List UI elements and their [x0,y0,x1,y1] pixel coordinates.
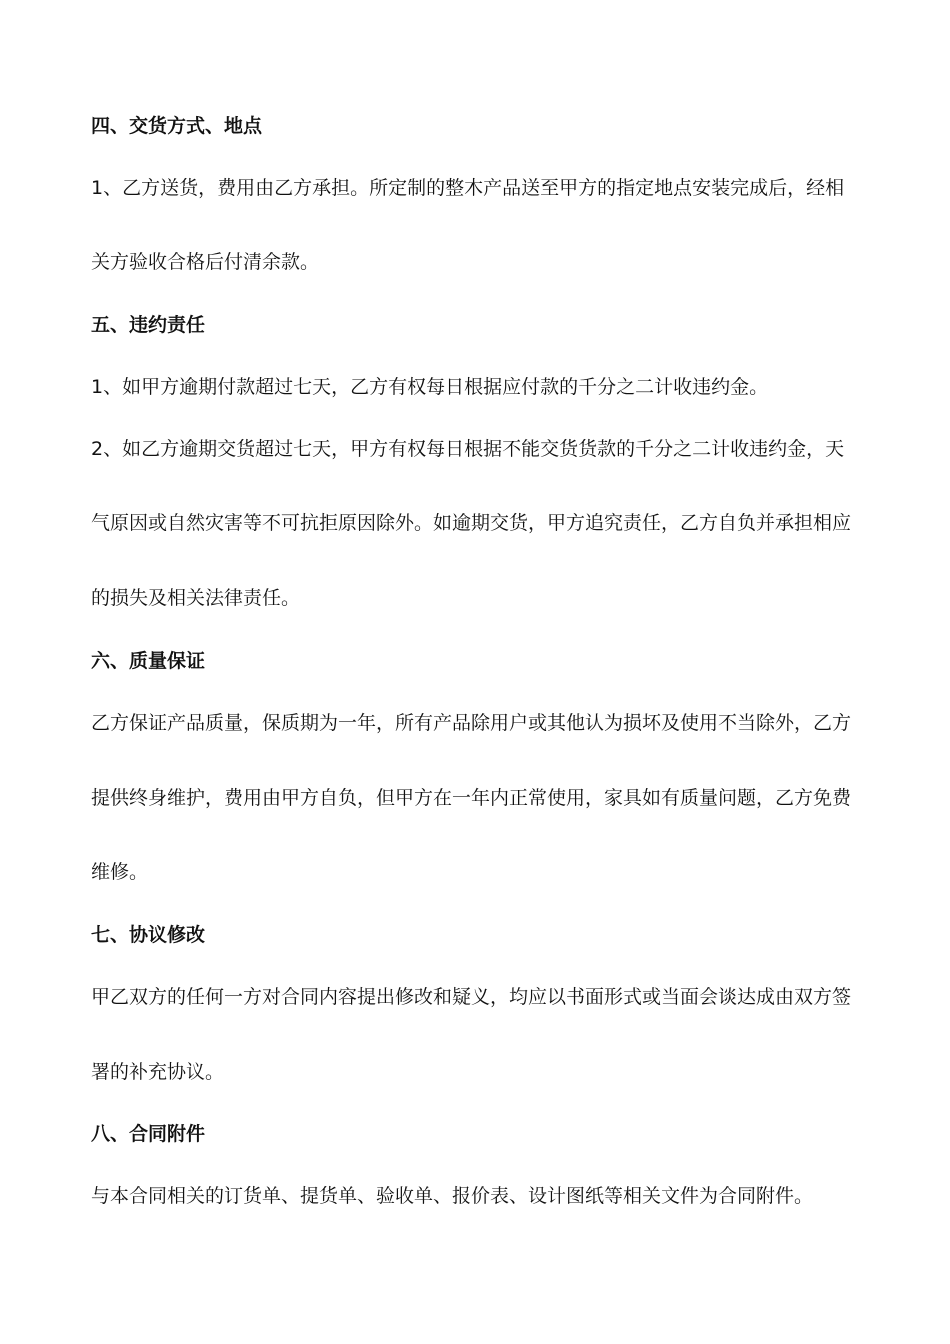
quality-text-line-1: 乙方保证产品质量，保质期为一年，所有产品除用户或其他认为损坏及使用不当除外，乙方 [91,712,852,734]
section-heading-delivery: 四、交货方式、地点 [91,115,263,137]
breach-item-2-line-1: 2、如乙方逾期交货超过七天，甲方有权每日根据不能交货货款的千分之二计收违约金，天 [91,438,845,460]
quality-text-line-3: 维修。 [91,861,149,883]
attachments-text-line-1: 与本合同相关的订货单、提货单、验收单、报价表、设计图纸等相关文件为合同附件。 [91,1185,814,1207]
section-heading-breach: 五、违约责任 [91,314,206,336]
breach-item-2-line-2: 气原因或自然灾害等不可抗拒原因除外。如逾期交货，甲方追究责任，乙方自负并承担相应 [91,512,852,534]
section-heading-amendment: 七、协议修改 [91,924,206,946]
section-heading-attachments: 八、合同附件 [91,1123,206,1145]
amendment-text-line-1: 甲乙双方的任何一方对合同内容提出修改和疑义，均应以书面形式或当面会谈达成由双方签 [91,986,852,1008]
breach-item-1: 1、如甲方逾期付款超过七天，乙方有权每日根据应付款的千分之二计收违约金。 [91,376,769,398]
breach-item-2-line-3: 的损失及相关法律责任。 [91,587,301,609]
section-heading-quality: 六、质量保证 [91,650,206,672]
delivery-text-line-1: 1、乙方送货，费用由乙方承担。所定制的整木产品送至甲方的指定地点安装完成后，经相 [91,177,845,199]
amendment-text-line-2: 署的补充协议。 [91,1061,225,1083]
delivery-text-line-2: 关方验收合格后付清余款。 [91,251,320,273]
quality-text-line-2: 提供终身维护，费用由甲方自负，但甲方在一年内正常使用，家具如有质量问题，乙方免费 [91,787,852,809]
